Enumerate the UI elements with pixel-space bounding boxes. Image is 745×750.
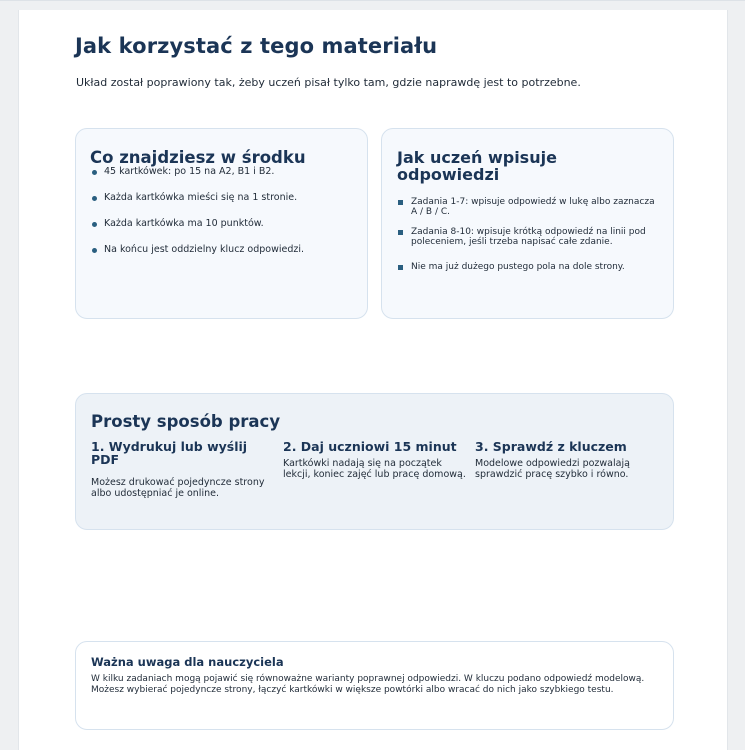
answers-card-title: Jak uczeń wpisuje odpowiedzi [397,148,557,184]
list-item: Zadania 8-10: wpisuje krótką odpowiedź na linii pod poleceniem, jeśli trzeba napisać całe zdanie. [397,227,658,247]
page-title: Jak korzystać z tego materiału [75,34,438,58]
step-text: Modelowe odpowiedzi pozwalają sprawdzić pracę szybko i równo. [475,458,630,480]
intro-text: Układ został poprawiony tak, żeby uczeń pisał tylko tam, gdzie naprawdę jest to potrzebne. [76,76,581,89]
workflow-step-2 [283,440,471,480]
step-text: Możesz drukować pojedyncze strony albo udostępniać je online. [91,477,265,499]
list-item: Zadania 1-7: wpisuje odpowiedź w lukę albo zaznacza A / B / C. [397,197,658,217]
answers-card [381,128,674,319]
teacher-note [75,641,674,730]
list-item: 45 kartkówek: po 15 na A2, B1 i B2. [90,166,353,177]
workflow-title: Prosty sposób pracy [91,412,281,431]
step-title: 3. Sprawdź z kluczem [475,439,627,454]
list-item: Na końcu jest oddzielny klucz odpowiedzi. [90,244,353,255]
inside-list [90,166,353,255]
workflow-card [75,393,674,530]
top-divider [0,0,745,1]
inside-card-title: Co znajdziesz w środku [90,148,306,167]
answers-list [397,197,658,272]
note-text: W kilku zadaniach mogą pojawić się równoważne warianty poprawnej odpowiedzi. W kluczu podano odpowiedź modelową. Możesz wybierać pojedyncze strony, łączyć kartkówki w większe powtórki albo wracać do nich jako szybkiego testu. [91,674,645,695]
step-title: 1. Wydrukuj lub wyślij PDF [91,439,248,467]
list-item: Każda kartkówka mieści się na 1 stronie. [90,192,353,203]
list-item: Nie ma już dużego pustego pola na dole strony. [397,262,658,272]
note-title: Ważna uwaga dla nauczyciela [91,655,284,669]
document-page [18,10,728,750]
step-title: 2. Daj uczniowi 15 minut [283,439,457,454]
list-item: Każda kartkówka ma 10 punktów. [90,218,353,229]
step-text: Kartkówki nadają się na początek lekcji, koniec zajęć lub pracę domową. [283,458,466,480]
workflow-step-1 [91,440,279,499]
inside-card [75,128,368,319]
workflow-step-3 [475,440,663,480]
